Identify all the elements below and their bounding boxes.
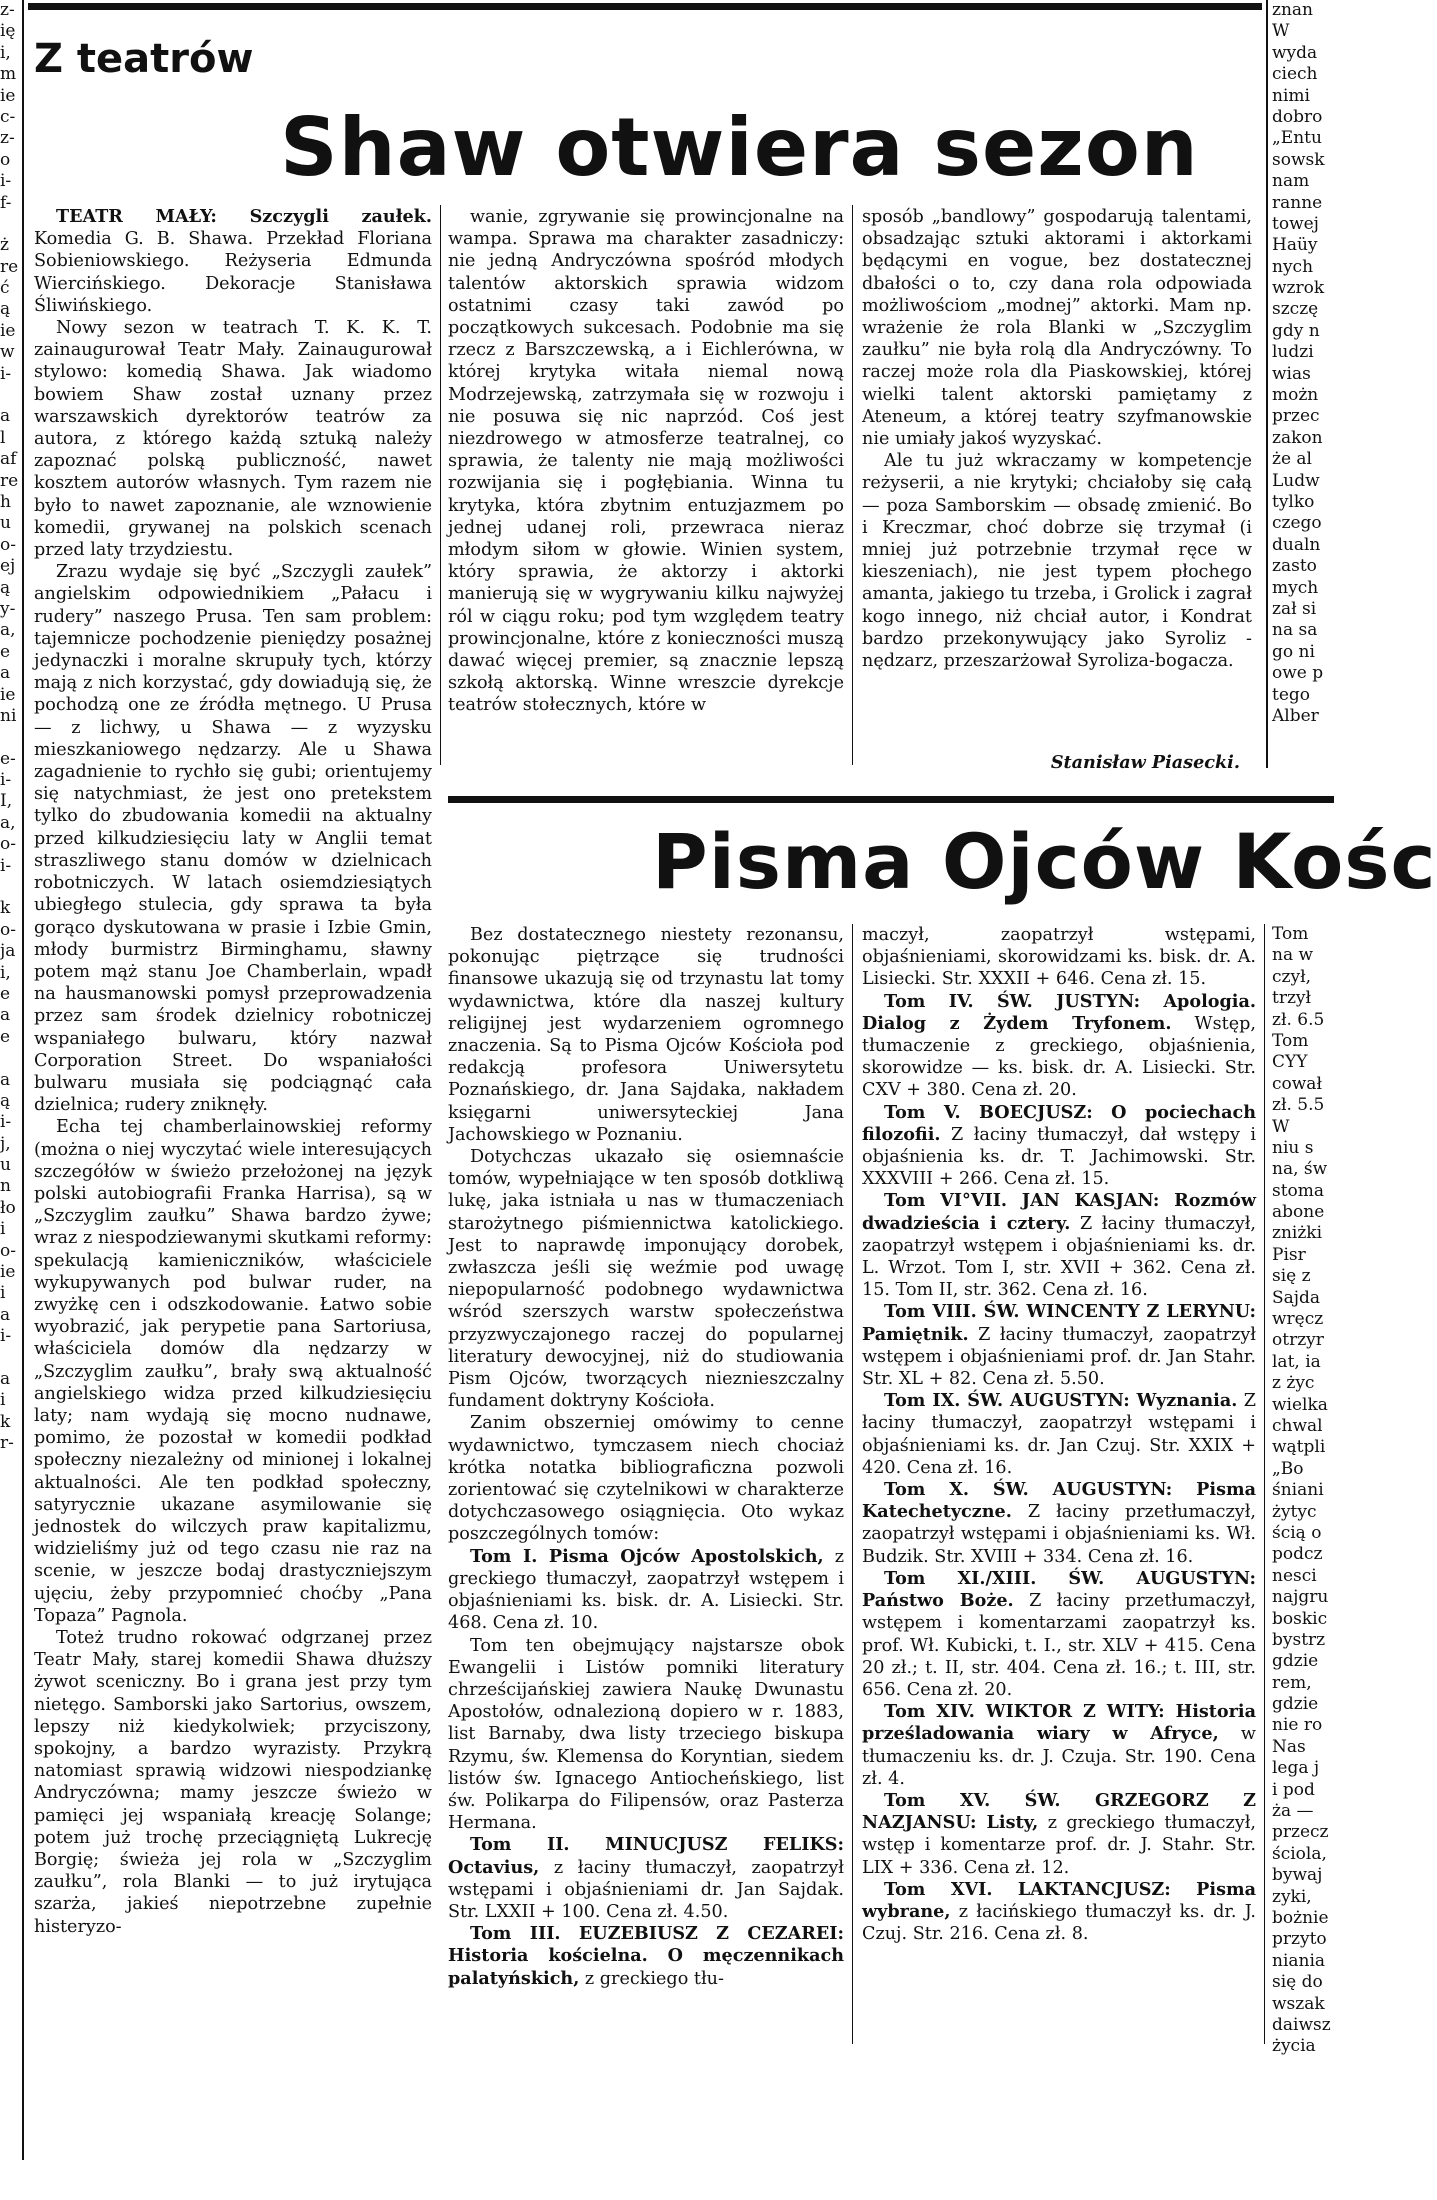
paragraph [862, 991, 1256, 1102]
edge-fragment: k [0, 898, 11, 919]
paragraph [862, 1390, 1256, 1479]
edge-fragment: k [0, 1411, 11, 1432]
edge-fragment: re [0, 470, 19, 491]
paragraph [862, 1479, 1256, 1568]
edge-fragment: nie ro [1272, 1715, 1323, 1736]
edge-fragment: rem, [1272, 1672, 1312, 1693]
edge-fragment: nam [1272, 171, 1310, 192]
edge-fragment: się do [1272, 1972, 1323, 1993]
edge-fragment: podcz [1272, 1544, 1323, 1565]
paragraph [862, 1879, 1256, 1946]
edge-fragment: l [0, 427, 6, 448]
edge-fragment: wątpli [1272, 1437, 1326, 1458]
edge-fragment: e [0, 641, 11, 662]
edge-fragment: ie [0, 1262, 16, 1283]
edge-fragment: zakon [1272, 427, 1323, 448]
edge-fragment [0, 877, 20, 898]
paragraph-text: Z łaciny tłumaczył, zaopatrzył wstępem i objaśnieniami prof. dr. Jan Stahr. Str. XL + 82. Cena zł. 5.50. [862, 1324, 1256, 1390]
paragraph [34, 317, 432, 561]
column-rule [852, 924, 853, 2044]
edge-fragment: Haüy [1272, 235, 1318, 256]
edge-fragment: abone [1272, 1202, 1325, 1223]
edge-fragment: czył, [1272, 966, 1311, 987]
edge-fragment: a, [0, 812, 16, 833]
edge-fragment: e- [0, 748, 16, 769]
paragraph [34, 561, 432, 1116]
edge-fragment: i, [0, 42, 11, 63]
edge-fragment: o- [0, 919, 16, 940]
edge-fragment: „Bo [1272, 1458, 1304, 1479]
edge-fragment: zniżki [1272, 1223, 1323, 1244]
edge-fragment: c- [0, 106, 16, 127]
edge-fragment: i, [0, 962, 11, 983]
edge-fragment: przec [1272, 406, 1320, 427]
paragraph-text: Komedia G. B. Shawa. Przekład Floriana Sobieniowskiego. Reżyseria Edmunda Wiercińskiego. Dekoracje Stanisława Śliwińskiego. [34, 229, 432, 316]
edge-fragment: ej [0, 556, 16, 577]
edge-fragment: zyki, [1272, 1886, 1312, 1907]
edge-fragment: i- [0, 770, 12, 791]
paragraph-lead: Tom XVI. LAKTANCJUSZ: Pisma wybrane, [862, 1878, 1256, 1922]
edge-fragment: ie [0, 320, 16, 341]
edge-fragment: „Entu [1272, 128, 1322, 149]
edge-fragment: i [0, 1219, 6, 1240]
edge-fragment: bożnie [1272, 1907, 1329, 1928]
edge-fragment: dualn [1272, 534, 1321, 555]
paragraph-text: Z łaciny tłumaczył, dał wstępy i objaśnienia ks. dr. T. Jachimowski. Str. XXXVIII + 266. Cena zł. 15. [862, 1124, 1256, 1190]
edge-fragment: CYY [1272, 1052, 1308, 1073]
column-rule [440, 205, 441, 765]
left-margin-fragments [0, 0, 20, 2160]
paragraph-text: Echa tej chamberlainowskiej reformy (można o niej wyczytać wiele interesujących szczegółów w świeżo przełożonej na język polski autobiografii Franka Harrisa), są w „Szczyglim zaułku” Shawa bardzo żywe; wraz z niespodziewanymi skutkami reformy: spekulacją kamieniczników, właściciele wykupywanych pod bulwar ruder, na zwyżkę cen i odszkodowanie. Łatwo sobie wyobrazić, jak perypetie pana Sartoriusa, właściciela domów dla nędzarzy w „Szczyglim zaułku”, brały swą aktualność angielskiego widza przed kilkudziesięciu laty; nam wydają się mocno nudnawe, pomimo, że pozostał w komedii podkład społeczny niezależny od minionej i lokalnej aktualności. Ale ten podkład społeczny, satyrycznie ukazane asymilowanie się jednostek do wilczych praw kapitalizmu, widzieliśmy już od tego czasu nie raz na scenie, w jeszcze bodaj drastyczniejszym ujęciu, żeby przypomnieć choćby „Pana Topaza” Pagnola. [34, 1117, 432, 1626]
edge-fragment: zł. 6.5 [1272, 1009, 1325, 1030]
article1-column-2 [448, 206, 844, 766]
edge-fragment: Tom [1272, 924, 1309, 944]
paragraph-text: maczył, zaopatrzył wstępami, objaśnieniami, skorowidzami ks. bisk. dr. A. Lisiecki. Str. XXXII + 646. Cena zł. 15. [862, 925, 1256, 990]
edge-fragment: ło [0, 1197, 16, 1218]
edge-fragment: niu s [1272, 1137, 1314, 1158]
edge-fragment: wszak [1272, 1993, 1325, 2014]
paragraph-text: Wstęp, tłumaczenie z greckiego, objaśnienia, skorowidze — ks. bisk. dr. A. Lisiecki. Str. CXV + 380. Cena zł. 20. [862, 1013, 1256, 1101]
paragraph-lead: Tom X. ŚW. AUGUSTYN: Pisma Katechetyczne. [862, 1479, 1256, 1523]
paragraph [448, 1546, 844, 1635]
paragraph-text: Dotychczas ukazało się osiemnaście tomów, wypełniające w ten sposób dotkliwą lukę, jaka istniała u nas w tłumaczeniach starożytnego piśmiennictwa katolickiego. Jest to naprawdę imponujący dorobek, zwłaszcza jeśli się weźmie pod uwagę niepopularność podobnego wydawnictwa wśród szerszych warstw społeczeństwa przyzwyczajonego raczej do popularnej literatury dewocyjnej, niż do studiowania Pism Ojców, tworzących nieznieszczalny fundament doktryny Kościoła. [448, 1147, 844, 1412]
paragraph-lead: Tom VI°VII. JAN KASJAN: Rozmów dwadzieścia i cztery. [862, 1190, 1256, 1234]
edge-fragment: wyda [1272, 42, 1318, 63]
paragraph [862, 206, 1252, 450]
edge-fragment: go ni [1272, 641, 1315, 662]
edge-fragment: o [0, 149, 11, 170]
edge-fragment: a [0, 1304, 11, 1325]
edge-fragment: a [0, 406, 11, 427]
edge-fragment: wielka [1272, 1394, 1328, 1415]
paragraph [862, 1790, 1256, 1879]
edge-fragment: gdy n [1272, 320, 1320, 341]
edge-fragment: nesci [1272, 1565, 1317, 1586]
edge-fragment: a [0, 1005, 11, 1026]
paragraph-text: z greckiego tłumaczył, zaopatrzył wstępem i objaśnieniami ks. bisk. dr. A. Lisiecki. Str. 468. Cena zł. 10. [448, 1546, 844, 1634]
edge-fragment: nimi [1272, 85, 1310, 106]
paragraph-lead: Tom XI./XIII. ŚW. AUGUSTYN: Państwo Boże. [862, 1567, 1256, 1612]
paragraph [34, 1116, 432, 1627]
paragraph-text: z greckiego tłumaczył, wstęp i komentarze prof. dr. J. Stahr. Str. LIX + 336. Cena zł. 12. [862, 1813, 1256, 1878]
paragraph [862, 1190, 1256, 1301]
paragraph-text: z greckiego tłu- [579, 1968, 724, 1989]
paragraph-text: Z łaciny przetłumaczył, zaopatrzył wstępami i objaśnieniami ks. Wł. Budzik. Str. XVIII + 334. Cena zł. 16. [862, 1502, 1256, 1567]
edge-fragment: ie [0, 684, 16, 705]
paragraph-lead: Tom V. BOECJUSZ: O pociechach filozofii. [862, 1101, 1256, 1145]
paragraph [862, 450, 1252, 672]
edge-fragment: ja [0, 941, 16, 962]
edge-fragment: ni [0, 705, 17, 726]
edge-fragment: o- [0, 1240, 16, 1261]
paragraph [34, 206, 432, 317]
edge-fragment: tego [1272, 684, 1311, 705]
paragraph [862, 924, 1256, 991]
edge-fragment: lega j [1272, 1758, 1320, 1779]
edge-fragment: wręcz [1272, 1309, 1324, 1330]
paragraph [448, 206, 844, 717]
edge-fragment: Alber [1272, 705, 1319, 726]
edge-fragment: i- [0, 1112, 12, 1133]
edge-fragment: tylko [1272, 491, 1315, 512]
edge-fragment: W [1272, 1116, 1290, 1137]
top-rule [28, 3, 1262, 10]
paragraph-text: z łacińskiego tłumaczył ks. dr. J. Czuj. Str. 216. Cena zł. 8. [862, 1901, 1256, 1945]
paragraph-lead: Tom III. EUZEBIUSZ Z CEZAREI: Historia kościelna. O męczennikach palatyńskich, [448, 1923, 844, 1989]
edge-fragment: ludzi [1272, 342, 1314, 363]
edge-fragment: bystrz [1272, 1629, 1326, 1650]
paragraph [862, 1701, 1256, 1790]
edge-fragment: ciech [1272, 64, 1318, 85]
edge-fragment: ą [0, 1090, 11, 1111]
edge-fragment: zał si [1272, 598, 1317, 619]
paragraph-text: Toteż trudno rokować odgrzanej przez Teatr Mały, starej komedii Shawa dłuższy żywot sceniczny. Bo i grana jest przy tym nietęgo. Samborski jako Sartorius, owszem, lepszy niż kiedykolwiek; przyciszony, spokojny, a bardzo wyrazisty. Przykrą natomiast sprawią widzowi niespodziankę Andryczówna; mamy jeszcze świeżo w pamięci jej wspaniałą kreację Solange; potem już trochę przeciągniętą Lukrecję Borgię; świeża jej rola w „Szczyglim zaułku”, rola Blanki — to już irytująca szarża, jakieś niepotrzebne zupełnie histeryzo- [34, 1628, 432, 1937]
paragraph [448, 1146, 844, 1412]
edge-fragment: W [1272, 21, 1290, 42]
article1-column-1 [34, 206, 432, 2086]
edge-fragment: owe p [1272, 663, 1324, 684]
edge-fragment: boskic [1272, 1608, 1328, 1629]
edge-fragment: towej [1272, 213, 1319, 234]
right-strip-bottom [1272, 924, 1334, 2124]
edge-fragment: mych [1272, 577, 1319, 598]
edge-fragment: i pod [1272, 1779, 1315, 1800]
edge-fragment: ż [0, 235, 9, 256]
paragraph-text: Zrazu wydaje się być „Szczygli zaułek” angielskim odpowiednikiem „Pałacu i rudery” naszego Prusa. Ten sam problem: tajemnicze pochodzenie pieniędzy posażnej jedynaczki i moralne skrupuły tych, którzy mają z nich korzystać, gdy dowiadują się, że pochodzą one ze źródła mętnego. U Prusa — z lichwy, u Shawa — z wyzysku mieszkaniowego nędzarzy. Ale u Shawa zagadnienie to rychło się gubi; orientujemy się natychmiast, że jest ono pretekstem tylko do zbudowania komedii na aktualny przed kilkudziesięciu laty w Anglii temat straszliwego stanu domów w dzielnicach robotniczych. W latach osiemdziesiątych ubiegłego stulecia, gdy sprawa ta była gorąco dyskutowana w prasie i Izbie Gmin, młody burmistrz Birminghamu, sławny potem mąż stanu Joe Chamberlain, wpadł na hausmanowski pomysł przeprowadzenia przez sam środek dzielnicy robotniczej wspaniałego bulwaru, który nazwał Corporation Street. Do wspaniałości bulwaru musiała się podciągnąć cała dzielnica; rudery zniknęły. [34, 562, 432, 1116]
edge-fragment: gdzie [1272, 1651, 1319, 1672]
edge-fragment: e [0, 1026, 11, 1047]
article2-column-2 [862, 924, 1256, 2044]
edge-fragment: się z [1272, 1266, 1311, 1287]
article1-signature: Stanisław Piasecki. [1050, 752, 1240, 773]
edge-fragment: Tom [1272, 1030, 1309, 1051]
edge-fragment: na, św [1272, 1159, 1328, 1180]
edge-fragment: ię [0, 21, 16, 42]
article2-column-1 [448, 924, 844, 2044]
edge-fragment: a [0, 663, 11, 684]
article1-headline: Shaw otwiera sezon [280, 101, 1199, 194]
paragraph-lead: Tom I. Pisma Ojców Apostolskich, [470, 1545, 824, 1567]
edge-fragment: stoma [1272, 1180, 1325, 1201]
column-rule [852, 205, 853, 765]
edge-fragment: znan [1272, 0, 1313, 20]
edge-fragment: r- [0, 1433, 14, 1454]
edge-fragment: chwal [1272, 1415, 1323, 1436]
edge-fragment: re [0, 256, 19, 277]
edge-fragment: niania [1272, 1950, 1326, 1971]
paragraph [862, 1301, 1256, 1390]
edge-fragment [0, 1048, 20, 1069]
edge-fragment: ża — [1272, 1801, 1314, 1822]
edge-fragment: że al [1272, 449, 1312, 470]
edge-fragment: n [0, 1176, 11, 1197]
edge-fragment [0, 385, 20, 406]
edge-fragment: a [0, 1369, 11, 1389]
paragraph-text: Zanim obszerniej omówimy to cenne wydawnictwo, tymczasem niech chociaż krótka notatka bibliograficzna pozwoli zorientować się czytelnikowi w charakterze dotychczasowego osiągnięcia. Oto wykaz poszczególnych tomów: [448, 1413, 844, 1545]
edge-fragment: m [0, 64, 17, 85]
edge-fragment: Sajda [1272, 1287, 1321, 1308]
edge-fragment: gdzie [1272, 1694, 1319, 1715]
paragraph-text: w tłumaczeniu ks. dr. J. Czuja. Str. 190. Cena zł. 4. [862, 1724, 1256, 1789]
paragraph [862, 1102, 1256, 1191]
edge-fragment: na w [1272, 945, 1314, 966]
edge-fragment: możn [1272, 385, 1319, 406]
edge-fragment: najgru [1272, 1587, 1329, 1608]
edge-fragment: j, [0, 1133, 11, 1154]
edge-fragment: u [0, 1155, 11, 1176]
paragraph-text: Tom ten obejmujący najstarsze obok Ewangelii i Listów pomniki literatury chrześcijańskiej zawiera Naukę Dwunastu Apostołów, odnalezioną dopiero w r. 1883, list Barnaby, dwa listy trzeciego biskupa Rzymu, św. Klemensa do Koryntian, siedem listów św. Ignacego Antiocheńskiego, list św. Polikarpa do Filipensów, oraz Pasterza Hermana. [448, 1635, 844, 1834]
edge-fragment: I, [0, 791, 13, 812]
right-vertical-rule [1266, 0, 1268, 768]
edge-fragment: h [0, 491, 11, 512]
paragraph-text: sposób „bandlowy” gospodarują talentami, obsadzając sztuki aktorami i aktorkami będącymi en vogue, bez dostatecznej dbałości o to, czy dana rola odpowiada możliwościom „modnej” aktorki. Mam np. wrażenie że rola Blanki w „Szczyglim zaułku” nie była rolą dla Andryczówny. To raczej może rola dla Piaskowskiej, której wielki talent aktorski pamiętamy z Ateneum, a której teatry szyfmanowskie nie umiały jakoś wyzyskać. [862, 207, 1252, 450]
edge-fragment: z- [0, 128, 15, 149]
edge-fragment: w [0, 342, 15, 363]
paragraph [34, 1627, 432, 1938]
edge-fragment: daiwsz [1272, 2014, 1331, 2035]
paragraph-text: Bez dostatecznego niestety rezonansu, pokonując piętrzące się trudności finansowe ukazują się od trzynastu lat tomy wydawnictwa, które dla naszej kultury religijnej jest wydarzeniem ogromnego znaczenia. Są to Pisma Ojców Kościoła pod redakcją profesora Uniwersytetu Poznańskiego, dr. Jana Sajdaka, nakładem księgarni uniwersyteckiej Jana Jachowskiego w Poznaniu. [448, 925, 844, 1145]
edge-fragment: żytyc [1272, 1501, 1317, 1522]
paragraph [448, 1923, 844, 1990]
paragraph-lead: Tom IV. ŚW. JUSTYN: Apologia. Dialog z Żydem Tryfonem. [862, 990, 1256, 1034]
paragraph-lead: Tom IX. ŚW. AUGUSTYN: Wyznania. [884, 1390, 1238, 1412]
edge-fragment: af [0, 449, 17, 470]
edge-fragment: przecz [1272, 1822, 1329, 1843]
column-rule [1264, 924, 1265, 2044]
edge-fragment: ściola, [1272, 1843, 1327, 1864]
edge-fragment: o- [0, 534, 16, 555]
edge-fragment: i- [0, 855, 12, 876]
edge-fragment: u [0, 513, 11, 534]
edge-fragment: śniani [1272, 1480, 1324, 1501]
edge-fragment: a [0, 1069, 11, 1090]
paragraph-text: z łaciny tłumaczył, zaopatrzył wstępami i objaśnieniami dr. Jan Sajdak. Str. LXXII + 100. Cena zł. 4.50. [448, 1857, 844, 1922]
edge-fragment: ie [0, 85, 16, 106]
edge-fragment: e [0, 983, 11, 1004]
edge-fragment: Ludw [1272, 470, 1320, 491]
edge-fragment: o- [0, 834, 16, 855]
edge-fragment: wias [1272, 363, 1311, 384]
edge-fragment [0, 1348, 20, 1369]
edge-fragment: dobro [1272, 106, 1323, 127]
edge-fragment: wzrok [1272, 278, 1325, 299]
paragraph [448, 1635, 844, 1835]
right-strip-top [1272, 0, 1334, 770]
edge-fragment: z życ [1272, 1373, 1315, 1394]
paragraph [448, 1412, 844, 1545]
edge-fragment: bywaj [1272, 1865, 1323, 1886]
edge-fragment: f- [0, 192, 12, 213]
edge-fragment: i [0, 1283, 6, 1304]
left-vertical-rule [22, 0, 24, 2160]
edge-fragment: i- [0, 171, 12, 192]
article2-headline: Pisma Ojców Kośc [652, 817, 1437, 906]
edge-fragment: przyto [1272, 1929, 1327, 1950]
edge-fragment: i- [0, 1326, 12, 1347]
section-label: Z teatrów [34, 36, 254, 82]
paragraph-text: Nowy sezon w teatrach T. K. K. T. zainaugurował Teatr Mały. Zainaugurował stylowo: komedią Shawa. Jak wiadomo bowiem Shaw został uznany przez warszawskich dyrektorów teatrów za autora, z którego każdą sztuką należy zapoznać polską publiczność, nawet kosztem autorów własnych. Tym razem nie było to nawet zapoznanie, ale wznowienie komedii, grywanej na polskich scenach przed laty trzydziestu. [34, 318, 432, 561]
paragraph [448, 924, 844, 1146]
edge-fragment: z- [0, 0, 15, 20]
edge-fragment: lat, ia [1272, 1351, 1321, 1372]
paragraph-text: wanie, zgrywanie się prowincjonalne na wampa. Sprawa ma charakter zasadniczy: nie jedną Andryczówna spośród młodych talentów aktorskich sprawia widzom ostatnimi czasy taki zawód po początkowych sukcesach. Podobnie ma się rzecz z Barszczewską, a i Eichlerówna, w której krytyka witała niemal nową Modrzejewską, zatrzymała się w rozwoju i nie posuwa się nic naprzód. Coś jest niezdrowego w atmosferze teatralnej, co sprawia, że talenty nie mają możliwości rozwijania się i pogłębiania. Winna tu krytyka, która zbytnim entuzjazmem po jednej udanej roli, przewraca nieraz młodym siłom w głowie. Winien system, który sprawia, że aktorzy i aktorki manierują się w wygrywaniu kilku najwyżej ról w ciągu roku; pod tym względem teatry prowincjonalne, które z konieczności muszą dawać więcej premier, są znacznie lepszą szkołą aktorską. Winne wreszcie dyrekcje teatrów stołecznych, które w [448, 207, 844, 716]
edge-fragment: i- [0, 363, 12, 384]
edge-fragment: czego [1272, 513, 1322, 534]
edge-fragment: i [0, 1390, 6, 1411]
paragraph-lead: Tom II. MINUCJUSZ FELIKS: Octavius, [448, 1834, 844, 1878]
paragraph-text: Z łaciny tłumaczył, zaopatrzył wstępem i objaśnieniami ks. dr. L. Wrzot. Tom I, str. XVII + 362. Cena zł. 15. Tom II, str. 362. Cena zł. 16. [862, 1213, 1256, 1301]
edge-fragment: ranne [1272, 192, 1323, 213]
edge-fragment: zasto [1272, 556, 1317, 577]
edge-fragment: cował [1272, 1073, 1322, 1094]
edge-fragment: ą [0, 577, 11, 598]
paragraph-text: Z łaciny przetłumaczył, wstępem i komentarzami zaopatrzył ks. prof. Wł. Kubicki, t. I., str. XLV + 415. Cena 20 zł.; t. II, str. 404. Cena zł. 16.; t. III, str. 656. Cena zł. 20. [862, 1591, 1256, 1700]
article2-top-rule [448, 796, 1334, 803]
paragraph-text: Z łaciny tłumaczył, zaopatrzył wstępami i objaśnieniami ks. dr. Jan Czuj. Str. XXIX + 420. Cena zł. 16. [862, 1391, 1256, 1478]
edge-fragment: ą [0, 299, 11, 320]
edge-fragment: trzył [1272, 988, 1312, 1009]
edge-fragment: sowsk [1272, 149, 1325, 170]
paragraph [448, 1834, 844, 1923]
edge-fragment: ścią o [1272, 1522, 1322, 1543]
paragraph-lead: Tom XIV. WIKTOR Z WITY: Historia prześladowania wiary w Afryce, [862, 1701, 1256, 1745]
edge-fragment: zł. 5.5 [1272, 1095, 1325, 1116]
edge-fragment: Pisr [1272, 1244, 1306, 1265]
edge-fragment: a, [0, 620, 16, 641]
edge-fragment: ć [0, 278, 10, 299]
article1-column-3 [862, 206, 1252, 754]
paragraph [862, 1568, 1256, 1701]
paragraph-lead: Tom XV. ŚW. GRZEGORZ Z NAZJANSU: Listy, [862, 1789, 1256, 1834]
edge-fragment: y- [0, 598, 16, 619]
edge-fragment: na sa [1272, 620, 1318, 641]
edge-fragment [0, 214, 20, 235]
edge-fragment: Nas [1272, 1736, 1306, 1757]
paragraph-lead: Tom VIII. ŚW. WINCENTY Z LERYNU: Pamiętnik. [862, 1301, 1256, 1345]
edge-fragment: otrzyr [1272, 1330, 1324, 1351]
edge-fragment [0, 727, 20, 748]
paragraph-text: Ale tu już wkraczamy w kompetencje reżyserii, a nie krytyki; chciałoby się całą — poza Samborskim — obsadę zmienić. Bo i Kreczmar, choć dobrze się trzymał (i mniej już potrzebnie trzymał ręce w kieszeniach), nie jest typem płochego amanta, jakiego tu trzeba, i Grolick i zagrał kogo innego, niż chciał autor, i Kondrat bardzo przekonywujący jako Syroliz - nędzarz, przeszarżował Syroliza-bogacza. [862, 451, 1252, 672]
edge-fragment: nych [1272, 256, 1314, 277]
paragraph-lead: TEATR MAŁY: Szczygli zaułek. [56, 206, 432, 227]
edge-fragment: szczę [1272, 299, 1319, 320]
edge-fragment: życia [1272, 2036, 1316, 2057]
